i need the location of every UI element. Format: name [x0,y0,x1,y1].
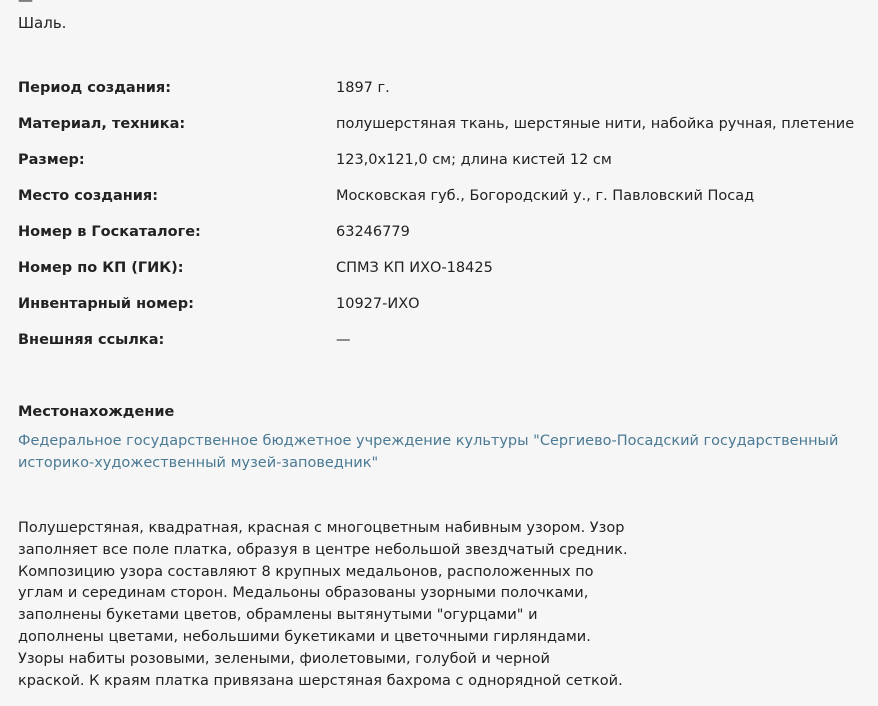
property-label: Материал, техника: [18,116,186,132]
location-heading: Местонахождение [18,404,175,420]
property-label: Инвентарный номер: [18,296,194,312]
property-label: Внешняя ссылка: [18,332,165,348]
property-label: Номер по КП (ГИК): [18,260,184,276]
property-value: 10927-ИХО [336,296,420,312]
property-row-size [18,150,868,186]
property-value: полушерстяная ткань, шерстяные нити, набойка ручная, плетение [336,116,855,132]
property-value: 1897 г. [336,80,390,96]
property-value: СПМЗ КП ИХО-18425 [336,260,493,276]
museum-link[interactable]: Федеральное государственное бюджетное учреждение культуры "Сергиево-Посадский государственный историко-художественный музей-заповедник" [18,433,839,471]
property-value: — [336,332,351,348]
property-value: 63246779 [336,224,410,240]
property-label: Место создания: [18,188,159,204]
property-row-kp-number [18,258,868,294]
property-row-period [18,78,868,114]
object-description: Полушерстяная, квадратная, красная с многоцветным набивным узором. Узор заполняет все поле платка, образуя в центре небольшой звездчатый средник. Композицию узора составляют 8 крупных медальонов, расположенных по углам и серединам сторон. Медальоны образованы узорными полочками, заполнены букетами цветов, обрамлены вытянутыми "огурцами" и дополнены цветами, небольшими букетиками и цветочными гирляндами. Узоры набиты розовыми, зелеными, фиолетовыми, голубой и черной краской. К краям платка привязана шерстяная бахрома с однорядной сеткой. [18,520,628,689]
property-row-external-link [18,330,868,366]
property-value: Московская губ., Богородский у., г. Павловский Посад [336,188,755,204]
top-dash: — [18,0,33,9]
property-label: Период создания: [18,80,171,96]
property-row-goscatalog [18,222,868,258]
property-label: Номер в Госкаталоге: [18,224,201,240]
property-label: Размер: [18,152,85,168]
property-row-place [18,186,868,222]
property-value: 123,0x121,0 см; длина кистей 12 см [336,152,612,168]
property-row-inventory [18,294,868,330]
properties-table [18,78,868,366]
object-subtitle: Шаль. [18,14,67,32]
property-row-material [18,114,868,150]
